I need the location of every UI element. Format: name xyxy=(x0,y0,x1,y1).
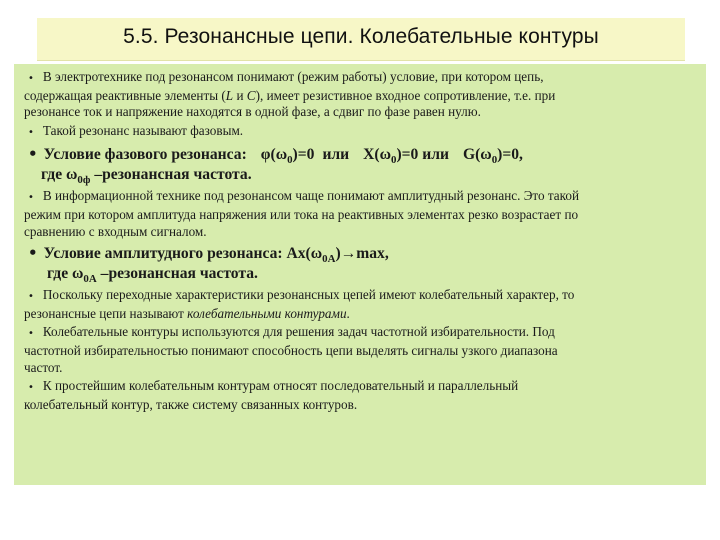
bullet-icon: • xyxy=(28,73,34,84)
paragraph-resonance-definition: • В электротехнике под резонансом понимают (режим работы) условие, при котором цепь, содержащая реактивные элементы (L и C), имеет резистивное входное сопротивление, т.е. при резонансе ток и напряжение находятся в одной фазе, а сдвиг по фазе равен нулю. xyxy=(24,69,556,120)
bullet-icon: • xyxy=(28,328,34,340)
bullet-icon: • xyxy=(28,291,34,303)
bullet-icon: • xyxy=(28,192,34,204)
paragraph-phase-resonance: • Такой резонанс называют фазовым. xyxy=(28,122,244,138)
paragraph-simplest-circuits: • К простейшим колебательным контурам относят последовательный и параллельный колебательный контур, также систему связанных контуров. xyxy=(24,378,519,412)
amplitude-resonance-condition: • Условие амплитудного резонанса: $Ax(\omega_{0A})\to\max$, где $\omega_{0A}$ –резонансная частота. xyxy=(28,244,389,285)
paragraph-oscillating-circuits: • Поскольку переходные характеристики резонансных цепей имеют колебательный характер, то резонансные цепи называют колебательными контурами. xyxy=(24,287,575,321)
bullet-icon: • xyxy=(28,244,38,263)
paragraph-amplitude-resonance: • В информационной технике под резонансом чаще понимают амплитудный резонанс. Это такой режим при котором амплитуда напряжения или тока на реактивных элементах резко возрастает по сравнению с входным сигналом. xyxy=(24,188,580,239)
page-title: 5.5. Резонансные цепи. Колебательные контуры xyxy=(123,25,599,48)
bullet-icon: • xyxy=(28,145,38,164)
bullet-icon: • xyxy=(28,126,34,138)
paragraph-frequency-selectivity: • Колебательные контуры используются для решения задач частотной избирательности. Под частотной избирательностью понимают способность цепи выделять сигналы узкого диапазона частот. xyxy=(24,324,558,375)
bullet-icon: • xyxy=(28,382,34,394)
title-bar xyxy=(37,18,685,60)
slide-content xyxy=(24,69,704,415)
phase-resonance-condition: • Условие фазового резонанса: $\varphi(\omega_0)=0$ или $X(\omega_0)=0$ или $G(\omega_0)=0$, где $\omega_{0ф}$ –резонансная частота. xyxy=(28,145,523,186)
